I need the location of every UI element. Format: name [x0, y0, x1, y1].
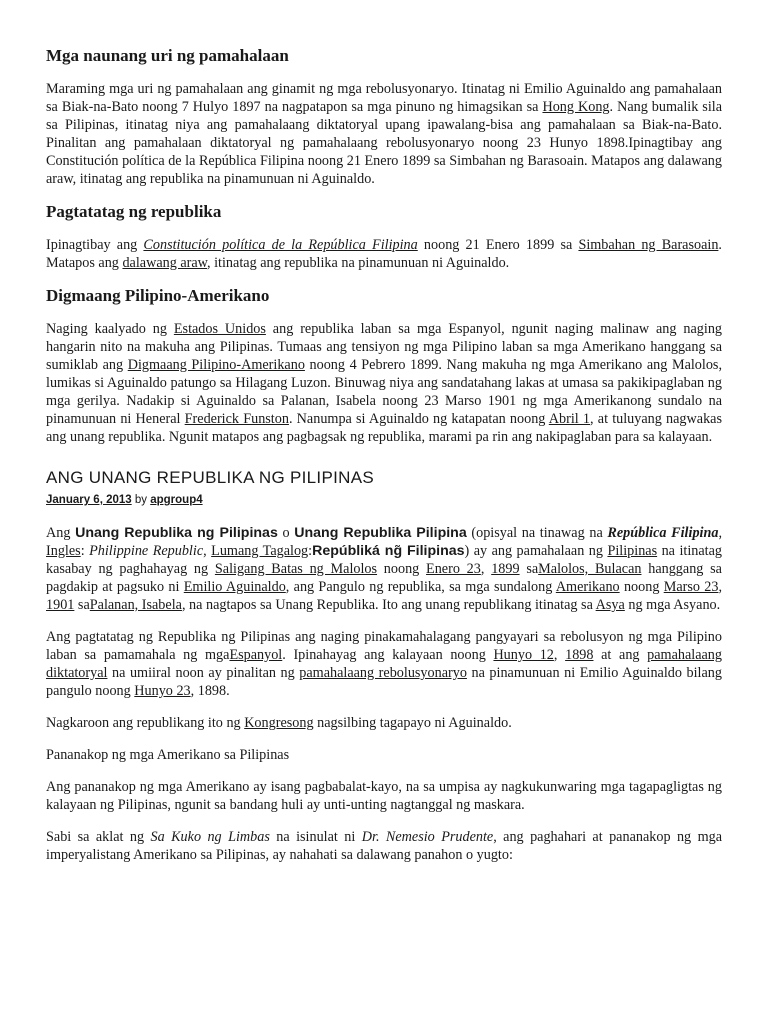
link-enero-23[interactable]: Enero 23	[426, 561, 481, 577]
article-body	[46, 46, 722, 878]
link-hong-kong[interactable]: Hong Kong	[542, 99, 610, 115]
paragraph-unang-republika: Ang Unang Republika ng Pilipinas o Unang Republika Pilipina (opisyal na tinawag na República Filipina, Ingles: Philippine Republic, Lumang Tagalog:Repúbliká ng̃ Filipinas) ay ang pamahalaan ng Pilipinas na itinatag kasabay ng paghahayag ng Saligang Batas ng Malolos noong Enero 23, 1899 saMalolos, Bulacan hanggang sa pagdakip at pagsuko ni Emilio Aguinaldo, ang Pangulo ng republika, sa mga sundalong Amerikano noong Marso 23, 1901 saPalanan, Isabela, na nagtapos sa Unang Republika. Ito ang unang republikang itinatag sa Asya ng mga Asyano.	[46, 525, 723, 613]
link-simbahan-barasoain[interactable]: Simbahan ng Barasoain	[578, 237, 719, 253]
paragraph-pagtatatag-republika: Ang pagtatatag ng Republika ng Pilipinas ang naging pinakamahalagang pangyayari sa rebolusyon ng mga Pilipino laban sa pamamahala ng mgaEspanyol. Ipinahayag ang kalayaan noong Hunyo 12, 1898 at ang pamahalaang diktatoryal na umiiral noon ay pinalitan ng pamahalaang rebolusyonaryo na pinamunuan ni Emilio Aguinaldo bilang pangulo noong Hunyo 23, 1898.	[46, 629, 722, 699]
link-palanan-isabela[interactable]: Palanan, Isabela	[89, 597, 182, 613]
link-marso-23[interactable]: Marso 23	[663, 579, 719, 595]
section-heading-digmaan: Digmaang Pilipino-Amerikano	[46, 286, 270, 305]
link-asya[interactable]: Asya	[595, 597, 625, 613]
link-pilipinas[interactable]: Pilipinas	[607, 543, 658, 559]
link-amerikano[interactable]: Amerikano	[555, 579, 620, 595]
link-frederick-funston[interactable]: Frederick Funston	[184, 411, 289, 427]
link-ingles[interactable]: Ingles	[46, 543, 81, 559]
link-estados-unidos[interactable]: Estados Unidos	[173, 321, 266, 337]
link-kongresong[interactable]: Kongresong	[244, 715, 314, 731]
post-author-link[interactable]: apgroup4	[150, 494, 203, 506]
section-heading-naunang-pamahalaan: Mga naunang uri ng pamahalaan	[46, 46, 289, 65]
link-espanyol[interactable]: Espanyol	[229, 647, 283, 663]
link-saligang-batas[interactable]: Saligang Batas ng Malolos	[214, 561, 378, 577]
paragraph-naunang-pamahalaan: Maraming mga uri ng pamahalaan ang ginamit ng mga rebolusyonaryo. Itinatag ni Emilio Aguinaldo ang pamahalaan sa Biak-na-Bato noong 7 Hulyo 1897 na nagpatapon sa mga pinuno ng himagsikan sa Hong Kong. Nang bumalik sila sa Pilipinas, itinatag niya ang pamahalaang diktatoryal upang ipawalang-bisa ang pamahalaan sa Biak-na-Bato. Pinalitan ang pamahalaan diktatoryal ng pamahalaang rebolusyonaryo noong 23 Hunyo 1898.Ipinagtibay ang Constitución política de la República Filipina noong 21 Enero 1899 sa Simbahan ng Barasoain. Matapos ang dalawang araw, itinatag ang republika na pinamunuan ni Aguinaldo.	[46, 81, 722, 187]
paragraph-pananakop: Ang pananakop ng mga Amerikano ay isang pagbabalat-kayo, na sa umpisa ay nagkukunwaring mga tagapagligtas ng kalayaan ng Pilipinas, ngunit sa bandang huli ay unti-unting nagtanggal ng maskara.	[46, 779, 722, 813]
post-date-link[interactable]: January 6, 2013	[46, 494, 132, 506]
post-title: ANG UNANG REPUBLIKA NG PILIPINAS	[46, 468, 374, 487]
link-1898[interactable]: 1898	[565, 647, 594, 663]
post-meta: January 6, 2013 by apgroup4	[46, 494, 203, 506]
link-pamahalaang-diktatoryal[interactable]: pamahalaang diktatoryal	[46, 647, 722, 681]
paragraph-sa-kuko-ng-limbas: Sabi sa aklat ng Sa Kuko ng Limbas na isinulat ni Dr. Nemesio Prudente, ang paghahari at pananakop ng mga imperyalistang Amerikano sa Pilipinas, ay nahahati sa dalawang panahon o yugto:	[46, 829, 722, 863]
link-lumang-tagalog[interactable]: Lumang Tagalog	[211, 543, 309, 559]
link-digmaang-pilipino-amerikano[interactable]: Digmaang Pilipino-Amerikano	[127, 357, 305, 373]
paragraph-digmaan: Naging kaalyado ng Estados Unidos ang republika laban sa mga Espanyol, ngunit naging malinaw ang naging hangarin nito na makuha ang Pilipinas. Tumaas ang tensiyon ng mga Pilipino laban sa mga Amerikano hanggang sa sumiklab ang Digmaang Pilipino-Amerikano noong 4 Pebrero 1899. Nang makuha ng mga Amerikano ang Malolos, lumikas si Aguinaldo patungo sa Hilagang Luzon. Binuwag niya ang sandatahang lakas at umasa sa pakikipaglaban ng mga gerilya. Nadakip si Aguinaldo sa Palanan, Isabela noong 23 Marso 1901 ng mga Amerikanong sundalo na pinamunuan ni Heneral Frederick Funston. Nanumpa si Aguinaldo ng katapatan noong Abril 1, at tuluyang nagwakas ang unang republika. Ngunit matapos ang pagbagsak ng republika, marami pa rin ang nakipaglaban para sa kalayaan.	[46, 321, 723, 445]
link-hunyo-12[interactable]: Hunyo 12	[493, 647, 554, 663]
link-1901[interactable]: 1901	[46, 597, 75, 613]
link-constitucion[interactable]: Constitución política de la República Filipina	[143, 237, 418, 253]
link-1899[interactable]: 1899	[491, 561, 520, 577]
link-pamahalaang-rebolusyonaryo[interactable]: pamahalaang rebolusyonaryo	[299, 665, 467, 681]
paragraph-kongreso: Nagkaroon ang republikang ito ng Kongresong nagsilbing tagapayo ni Aguinaldo.	[46, 715, 512, 731]
link-malolos-bulacan[interactable]: Malolos, Bulacan	[538, 561, 642, 577]
link-abril-1[interactable]: Abril 1	[548, 411, 591, 427]
link-hunyo-23[interactable]: Hunyo 23	[134, 683, 191, 699]
link-dalawang-araw[interactable]: dalawang araw	[122, 255, 208, 271]
paragraph-pananakop-heading: Pananakop ng mga Amerikano sa Pilipinas	[46, 747, 290, 763]
paragraph-pagtatatag: Ipinagtibay ang Constitución política de la República Filipina noong 21 Enero 1899 sa Simbahan ng Barasoain. Matapos ang dalawang araw, itinatag ang republika na pinamunuan ni Aguinaldo.	[46, 237, 722, 271]
section-heading-pagtatatag: Pagtatatag ng republika	[46, 202, 222, 221]
link-emilio-aguinaldo[interactable]: Emilio Aguinaldo	[183, 579, 286, 595]
